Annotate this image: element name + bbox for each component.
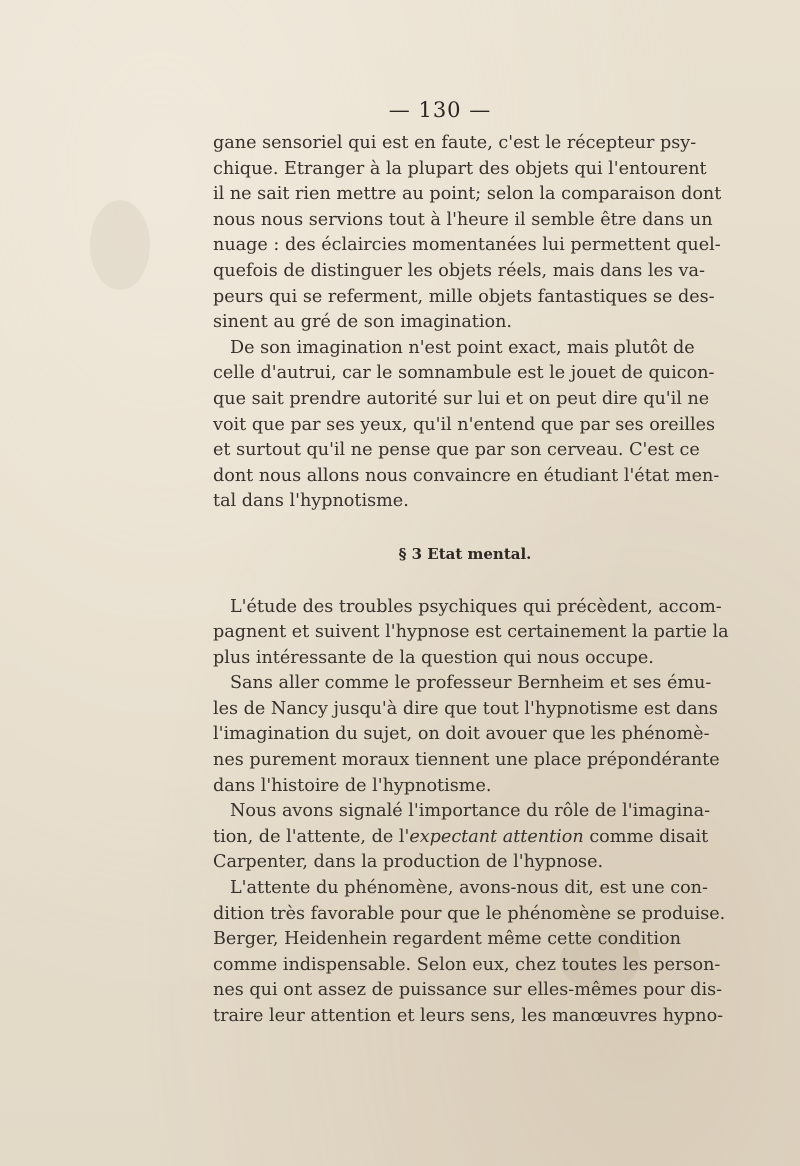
paragraph-3: [213, 595, 729, 672]
text-line: voit que par ses yeux, qu'il n'entend que par ses oreilles: [213, 414, 716, 435]
text-line: chique. Etranger à la plupart des objets qui l'entourent: [213, 158, 707, 179]
text-line: nuage : des éclaircies momentanées lui permettent quel-: [213, 235, 721, 256]
text-line: les de Nancy jusqu'à dire que tout l'hypnotisme est dans: [213, 698, 718, 719]
text-line: comme indispensable. Selon eux, chez toutes les person-: [213, 954, 721, 975]
italic-phrase: expectant attention: [409, 826, 584, 847]
text-line: traire leur attention et leurs sens, les manœuvres hypno-: [213, 1006, 724, 1026]
text-line: que sait prendre autorité sur lui et on peut dire qu'il ne: [213, 388, 710, 409]
text-line: gane sensoriel qui est en faute, c'est le récepteur psy-: [213, 133, 697, 153]
paragraph-4: [213, 671, 720, 799]
page-number: — 130 —: [388, 98, 492, 122]
text-line: quefois de distinguer les objets réels, mais dans les va-: [213, 260, 705, 281]
text-segment: comme disait: [583, 826, 709, 847]
paragraph-2: [213, 336, 720, 515]
text-line: nous nous servions tout à l'heure il semble être dans un: [213, 209, 713, 230]
body-text: [213, 131, 729, 1030]
text-line: dont nous allons nous convaincre en étudiant l'état men-: [213, 465, 720, 486]
text-line: [213, 825, 709, 851]
text-line: Berger, Heidenhein regardent même cette condition: [213, 929, 681, 950]
text-line: nes purement moraux tiennent une place prépondérante: [213, 750, 720, 771]
text-segment: tion, de l'attente, de l': [213, 826, 410, 847]
text-line: il ne sait rien mettre au point; selon la comparaison dont: [213, 184, 722, 205]
paragraph-5: [213, 799, 711, 876]
text-line: nes qui ont assez de puissance sur elles-mêmes pour dis-: [213, 980, 723, 1001]
text-line: Sans aller comme le professeur Bernheim et ses ému-: [230, 673, 712, 694]
text-line: Nous avons signalé l'importance du rôle de l'imagina-: [230, 801, 711, 822]
text-line: De son imagination n'est point exact, mais plutôt de: [230, 337, 695, 358]
text-line: celle d'autrui, car le somnambule est le jouet de quicon-: [213, 363, 715, 384]
text-line: Carpenter, dans la production de l'hypnose.: [213, 852, 604, 873]
section-title: § 3 Etat mental.: [398, 544, 532, 563]
text-line: l'imagination du sujet, on doit avouer que les phénomè-: [213, 724, 710, 745]
text-line: peurs qui se referment, mille objets fantastiques se des-: [213, 286, 715, 307]
text-line: pagnent et suivent l'hypnose est certainement la partie la: [213, 622, 729, 643]
paragraph-6: [213, 876, 726, 1030]
paper-stain: [90, 200, 150, 290]
text-line: tal dans l'hypnotisme.: [213, 491, 409, 512]
text-line: L'attente du phénomène, avons-nous dit, est une con-: [230, 878, 708, 899]
text-line: plus intéressante de la question qui nous occupe.: [213, 647, 654, 668]
paragraph-1: [213, 131, 722, 336]
text-line: dans l'histoire de l'hypnotisme.: [213, 775, 492, 796]
text-line: dition très favorable pour que le phénomène se produise.: [213, 903, 726, 924]
text-line: sinent au gré de son imagination.: [213, 312, 513, 333]
text-line: et surtout qu'il ne pense que par son cerveau. C'est ce: [213, 440, 700, 461]
text-line: L'étude des troubles psychiques qui précèdent, accom-: [230, 596, 722, 617]
